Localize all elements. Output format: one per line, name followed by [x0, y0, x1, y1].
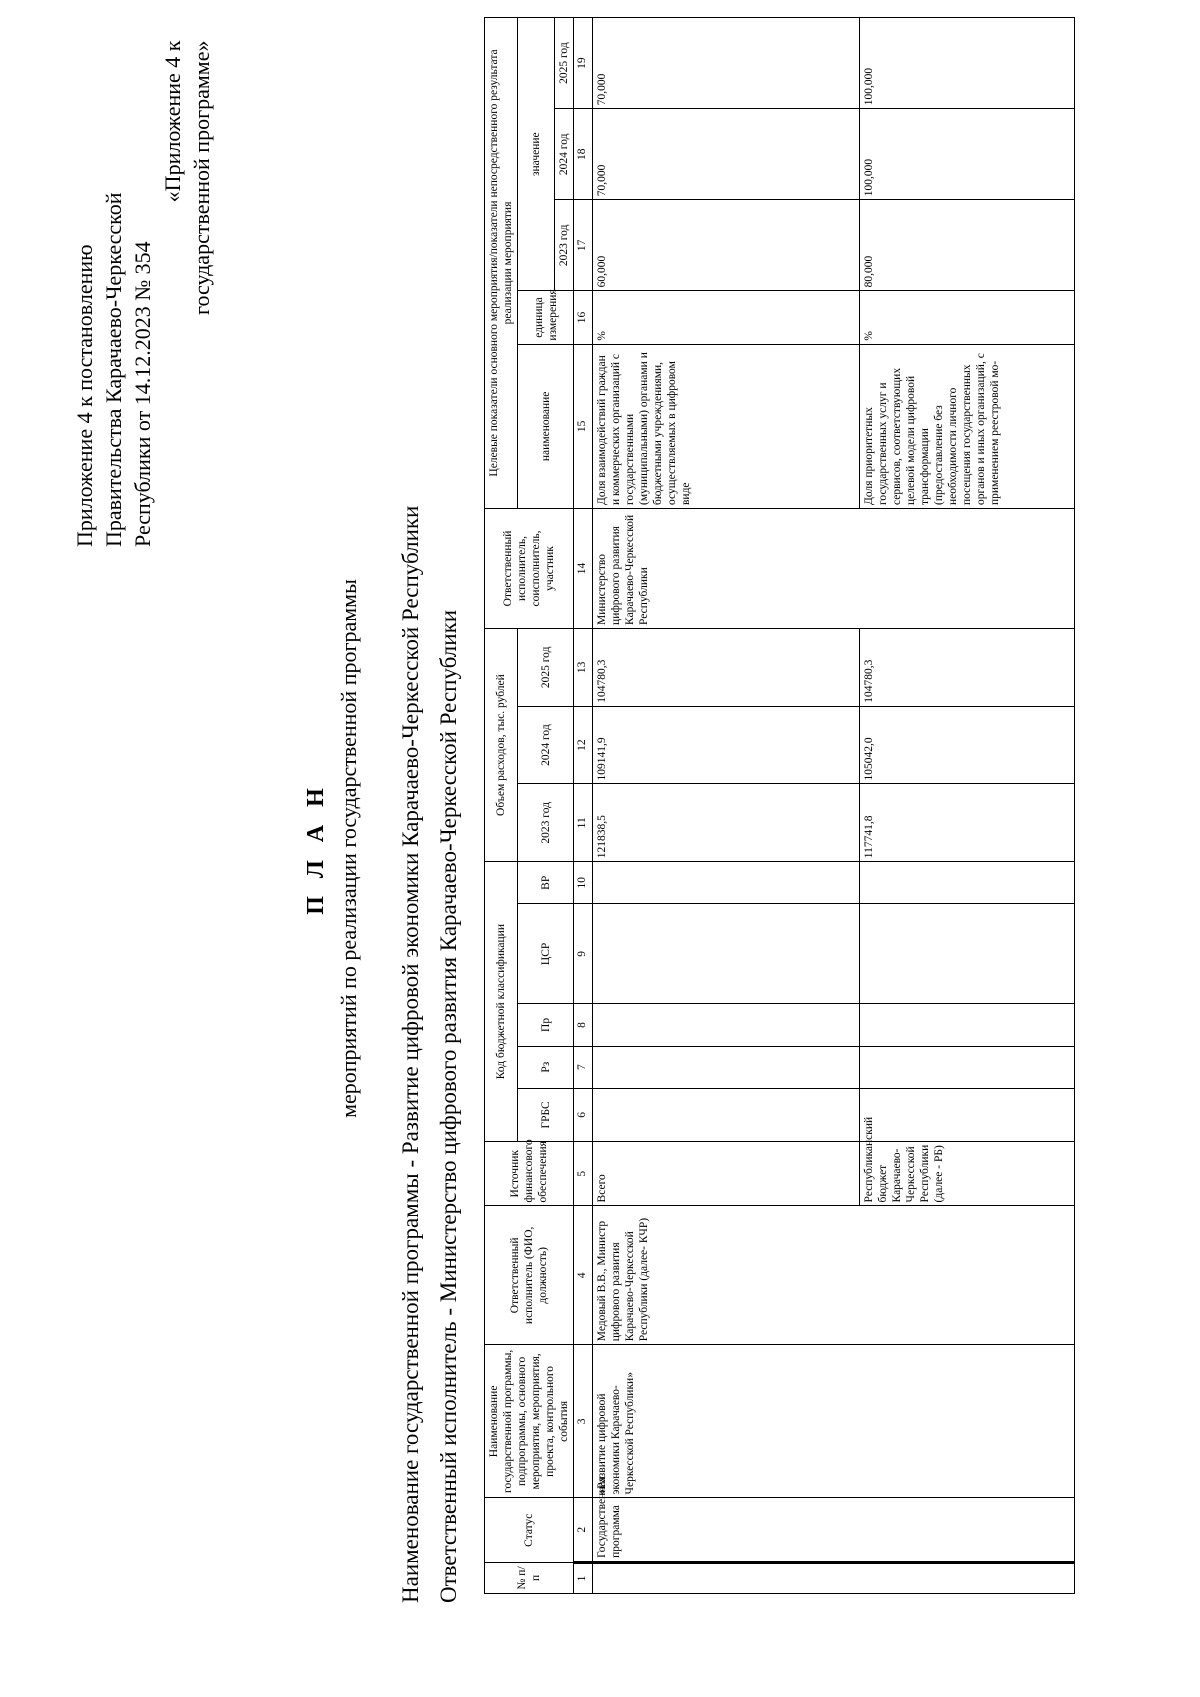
- program-name: Наименование государственной программы - Развитие цифровой экономики Карачаево-Черкесской Республики: [398, 505, 423, 1603]
- col-number: 19: [574, 18, 593, 109]
- header-exp-2024: 2024 год: [518, 706, 574, 784]
- cell-pr: [860, 1004, 1075, 1046]
- cell-exp-2024: 105042,0: [860, 706, 1075, 784]
- col-number: 3: [574, 1345, 593, 1498]
- header-name: Наименование государственной программы, подпрограммы, основного мероприятия, мероприятия, проекта, контрольного события: [485, 1345, 574, 1498]
- cell-grbs: [593, 1088, 860, 1141]
- header-vr: ВР: [518, 862, 574, 904]
- header-targets: Целевые показатели основного мероприятия/показатели непосредственного результата реализации мероприятия: [485, 18, 518, 509]
- cell-responsible: Министерство цифрового развития Карачаево-Черкесской Республики: [593, 509, 1075, 629]
- col-number: 11: [574, 784, 593, 862]
- cell-unit: %: [593, 291, 860, 344]
- col-number: 1: [574, 1562, 593, 1593]
- cell-vr: [860, 862, 1075, 904]
- header-unit: единица измерения: [518, 291, 574, 344]
- document-title: П Л А Н: [303, 782, 329, 915]
- header-rz: Рз: [518, 1046, 574, 1088]
- header-budget-code: Код бюджетной классификации: [485, 862, 518, 1142]
- column-numbers-row: [574, 18, 593, 1594]
- cell-executor: Медовый В.В., Министр цифрового развития Карачаево-Черкесской Республики (далее- КЧР): [593, 1206, 1075, 1345]
- col-number: 14: [574, 509, 593, 629]
- cell-exp-2025: 104780,3: [860, 628, 1075, 706]
- plan-table: [484, 17, 1075, 1594]
- cell-exp-2023: 117741,8: [860, 784, 1075, 862]
- responsible-executor: Ответственный исполнитель - Министерство цифрового развития Карачаево-Черкесской Республики: [436, 609, 461, 1603]
- cell-indicator-name: Доля приоритетных государственных услуг и сервисов, соответствующих целевой модели цифровой трансформации (предоставление без необходимости личного посещения государственных органов и иных организаций, с применением реестровой мо-: [860, 344, 1075, 508]
- appendix-line: Правительства Карачаево-Черкесской: [101, 192, 126, 547]
- col-number: 6: [574, 1088, 593, 1141]
- cell-exp-2024: 109141,9: [593, 706, 860, 784]
- cell-indicator-name: Доля взаимодействий граждан и коммерческих организаций с государственными (муниципальными) органами и бюджетными учреждениями, осуществляемых в цифровом виде: [593, 344, 860, 508]
- col-number: 8: [574, 1004, 593, 1046]
- header-executor: Ответственный исполнитель (ФИО, должность): [485, 1206, 574, 1345]
- header-responsible: Ответственный исполнитель, соисполнитель, участник: [485, 509, 574, 629]
- cell-val-2023: 80,000: [860, 200, 1075, 291]
- col-number: 7: [574, 1046, 593, 1088]
- cell-val-2024: 70,000: [593, 109, 860, 200]
- cell-status: Государственная программа: [593, 1498, 1075, 1562]
- col-number: 5: [574, 1142, 593, 1206]
- col-number: 10: [574, 862, 593, 904]
- col-number: 12: [574, 706, 593, 784]
- col-number: 16: [574, 291, 593, 344]
- header-val-2025: 2025 год: [555, 18, 574, 109]
- col-number: 18: [574, 109, 593, 200]
- cell-rz: [860, 1046, 1075, 1088]
- header-source: Источник финансового обеспечения: [485, 1142, 574, 1206]
- col-number: 9: [574, 904, 593, 1004]
- cell-pr: [593, 1004, 860, 1046]
- cell-source: Республиканский бюджет Карачаево-Черкесской Республики (далее - РБ): [860, 1142, 1075, 1206]
- document-subtitle: мероприятий по реализации государственной программы: [336, 579, 361, 1118]
- appendix-note: [70, 192, 157, 547]
- header-num: № п/п: [485, 1562, 574, 1593]
- header-expenses: Объем расходов, тыс. рублей: [485, 628, 518, 861]
- cell-val-2024: 100,000: [860, 109, 1075, 200]
- header-grbs: ГРБС: [518, 1088, 574, 1141]
- header-value: значение: [518, 18, 555, 291]
- appendix-program-note: [158, 41, 216, 315]
- header-exp-2025: 2025 год: [518, 628, 574, 706]
- cell-val-2025: 100,000: [860, 18, 1075, 109]
- col-number: 13: [574, 628, 593, 706]
- header-val-2024: 2024 год: [555, 109, 574, 200]
- table-row: [593, 18, 860, 1594]
- col-number: 2: [574, 1498, 593, 1562]
- header-indicator-name: наименование: [518, 344, 574, 508]
- cell-unit: %: [860, 291, 1075, 344]
- col-number: 15: [574, 344, 593, 508]
- cell-name: «Развитие цифровой экономики Карачаево-Черкесской Республики»: [593, 1345, 1075, 1498]
- cell-num: [593, 1562, 1075, 1593]
- col-number: 4: [574, 1206, 593, 1345]
- cell-val-2023: 60,000: [593, 200, 860, 291]
- appendix-program-line: государственной программе»: [189, 40, 214, 315]
- cell-vr: [593, 862, 860, 904]
- header-val-2023: 2023 год: [555, 200, 574, 291]
- cell-val-2025: 70,000: [593, 18, 860, 109]
- header-status: Статус: [485, 1498, 574, 1562]
- appendix-program-line: «Приложение 4 к: [160, 40, 185, 203]
- cell-csr: [860, 904, 1075, 1004]
- col-number: 17: [574, 200, 593, 291]
- header-exp-2023: 2023 год: [518, 784, 574, 862]
- cell-source: Всего: [593, 1142, 860, 1206]
- cell-rz: [593, 1046, 860, 1088]
- cell-csr: [593, 904, 860, 1004]
- cell-exp-2025: 104780,3: [593, 628, 860, 706]
- cell-exp-2023: 121838,5: [593, 784, 860, 862]
- appendix-line: Приложение 4 к постановлению: [72, 244, 97, 547]
- header-pr: Пр: [518, 1004, 574, 1046]
- cell-grbs: [860, 1088, 1075, 1141]
- header-csr: ЦСР: [518, 904, 574, 1004]
- appendix-line: Республики от 14.12.2023 № 354: [130, 241, 155, 547]
